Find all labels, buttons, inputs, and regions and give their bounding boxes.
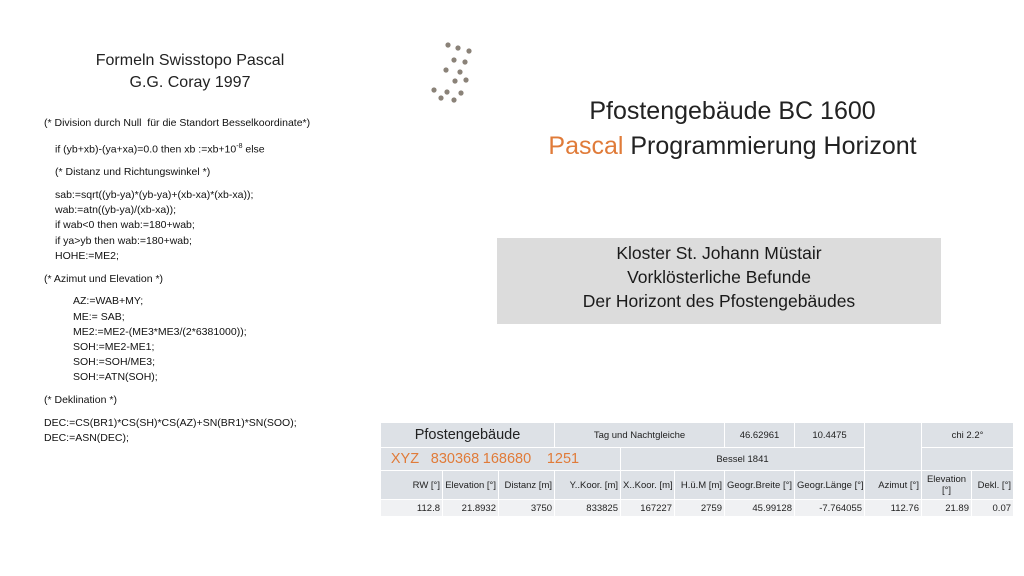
code-line: wab:=atn((yb-ya)/(xb-xa)); xyxy=(55,204,177,217)
info-line-1: Kloster St. Johann Müstair xyxy=(616,243,822,263)
column-header: Geogr.Länge [°] xyxy=(795,471,865,500)
code-line: SOH:=ATN(SOH); xyxy=(73,371,158,384)
xyz-label: XYZ xyxy=(390,451,420,467)
slide-title xyxy=(520,94,945,164)
code-line: (* Deklination *) xyxy=(44,394,117,407)
formula-header xyxy=(60,50,320,94)
code-spacer xyxy=(44,386,404,394)
column-header: Elevation [°] xyxy=(922,471,972,500)
value-cell: 45.99128 xyxy=(725,500,795,517)
title-rest: Programmierung Horizont xyxy=(623,132,917,160)
code-line: sab:=sqrt((yb-ya)*(yb-ya)+(xb-xa)*(xb-xa)); xyxy=(55,188,254,201)
xyz-cell xyxy=(381,448,621,471)
code-spacer xyxy=(44,408,404,416)
empty-cell xyxy=(865,423,922,471)
pascal-code-block xyxy=(44,116,404,446)
value-cell: 2759 xyxy=(675,500,725,517)
code-line: (* Distanz und Richtungswinkel *) xyxy=(55,166,211,179)
formula-title: Formeln Swisstopo Pascal xyxy=(95,52,285,69)
author-line: G.G. Coray 1997 xyxy=(129,74,251,91)
code-line: AZ:=WAB+MY; xyxy=(73,295,144,308)
value-cell: 167227 xyxy=(621,500,675,517)
site-info-box xyxy=(497,238,941,324)
xyz-x: 830368 xyxy=(430,451,480,467)
column-header: X..Koor. [m] xyxy=(621,471,675,500)
value-cell: 21.8932 xyxy=(443,500,499,517)
title-accent-word: Pascal xyxy=(548,132,624,160)
code-line: (* Division durch Null für die Standort Besselkoordinate*) xyxy=(44,117,311,129)
info-line-2: Vorklösterliche Befunde xyxy=(627,267,811,287)
column-header: H.ü.M [m] xyxy=(675,471,725,500)
title-line-2 xyxy=(520,129,945,164)
title-line-1: Pfostengebäude BC 1600 xyxy=(589,97,876,125)
info-line-3: Der Horizont des Pfostengebäudes xyxy=(582,291,856,311)
empty-cell xyxy=(922,448,1014,471)
column-header: Y..Koor. [m] xyxy=(555,471,621,500)
code-line: ME:= SAB; xyxy=(73,310,125,323)
code-spacer xyxy=(44,131,404,139)
code-line: HOHE:=ME2; xyxy=(55,249,119,262)
logo-dots-icon xyxy=(428,40,478,104)
column-header: Elevation [°] xyxy=(443,471,499,500)
system-cell: Bessel 1841 xyxy=(621,448,865,471)
xyz-y: 168680 xyxy=(482,451,532,467)
value-cell: 3750 xyxy=(499,500,555,517)
event-cell: Tag und Nachtgleiche xyxy=(555,423,725,448)
table-title-cell: Pfostengebäude xyxy=(381,423,555,448)
code-line: if wab<0 then wab:=180+wab; xyxy=(55,219,195,232)
code-line: DEC:=ASN(DEC); xyxy=(44,432,129,445)
code-spacer xyxy=(44,180,404,188)
code-spacer xyxy=(44,287,404,295)
code-spacer xyxy=(44,158,404,166)
longitude-cell: 10.4475 xyxy=(795,423,865,448)
column-header: Dekl. [°] xyxy=(972,471,1014,500)
column-header: Geogr.Breite [°] xyxy=(725,471,795,500)
code-line: (* Azimut und Elevation *) xyxy=(44,272,164,285)
code-line: if (yb+xb)-(ya+xa)=0.0 then xb $:=xb+10^{-8}$ else xyxy=(55,142,265,156)
horizon-data-table xyxy=(380,422,1014,517)
code-line: ME2:=ME2-(ME3*ME3/(2*6381000)); xyxy=(73,325,247,338)
xyz-z: 1251 xyxy=(546,451,580,467)
code-line: SOH:=SOH/ME3; xyxy=(73,356,155,369)
column-header: RW [°] xyxy=(381,471,443,500)
value-cell: 112.76 xyxy=(865,500,922,517)
chi-cell: chi 2.2° xyxy=(922,423,1014,448)
code-line: DEC:=CS(BR1)*CS(SH)*CS(AZ)+SN(BR1)*SN(SOO); xyxy=(44,416,297,429)
code-line: if ya>yb then wab:=180+wab; xyxy=(55,234,192,247)
value-cell: 112.8 xyxy=(381,500,443,517)
table-header-row xyxy=(381,471,1014,500)
latitude-cell: 46.62961 xyxy=(725,423,795,448)
column-header: Azimut [°] xyxy=(865,471,922,500)
value-cell: 21.89 xyxy=(922,500,972,517)
code-line: SOH:=ME2-ME1; xyxy=(73,340,155,353)
value-cell: 833825 xyxy=(555,500,621,517)
column-header: Distanz [m] xyxy=(499,471,555,500)
code-spacer xyxy=(44,264,404,272)
value-cell: -7.764055 xyxy=(795,500,865,517)
table-row xyxy=(381,423,1014,448)
value-cell: 0.07 xyxy=(972,500,1014,517)
table-row xyxy=(381,500,1014,517)
